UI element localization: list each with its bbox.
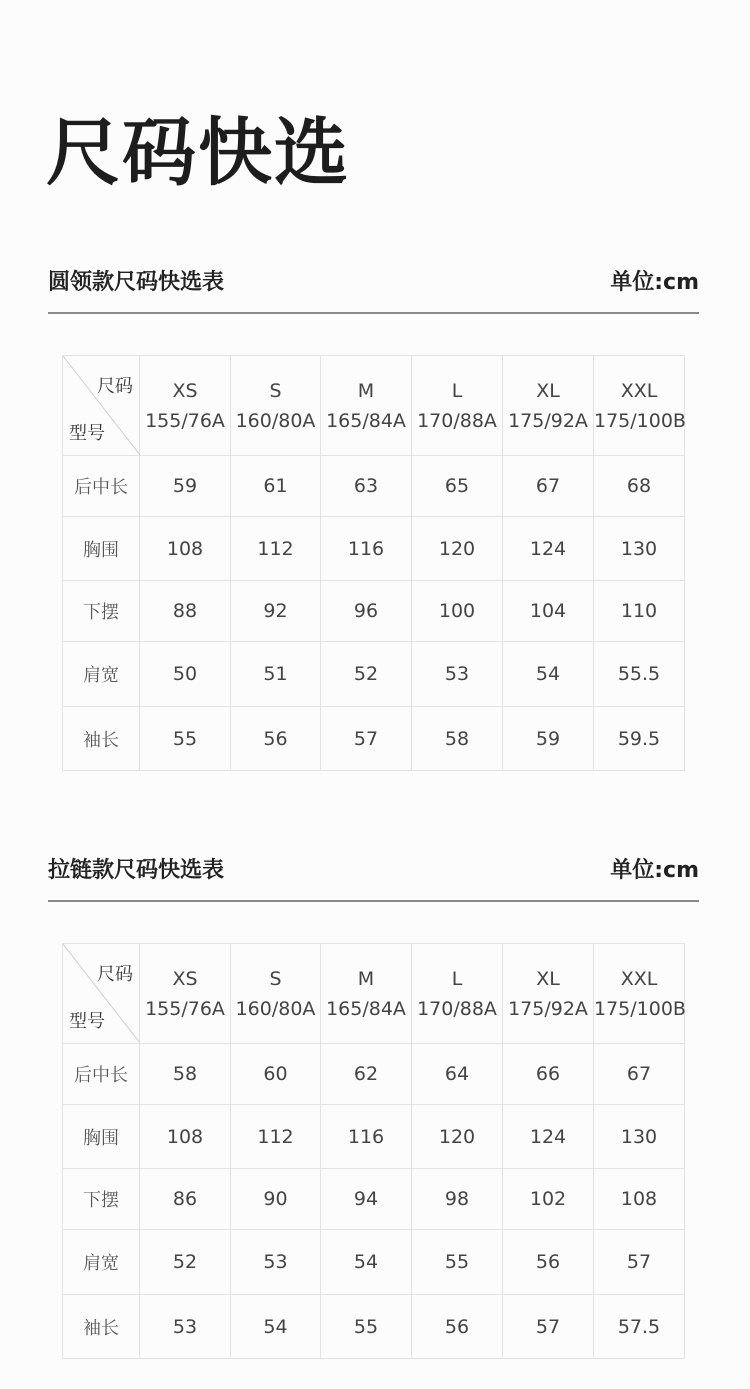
size-spec: 165/84A: [326, 409, 406, 432]
size-code: XS: [172, 967, 198, 990]
table-cell: 104: [503, 581, 594, 642]
row-label: 袖长: [63, 1295, 140, 1359]
size-code: L: [451, 379, 463, 402]
column-header: [503, 356, 594, 456]
size-code: S: [269, 967, 282, 990]
table-cell: 53: [412, 642, 503, 707]
row-label: 后中长: [63, 1044, 140, 1105]
table-cell: 124: [503, 517, 594, 581]
table-cell: 59: [503, 707, 594, 771]
table-cell: 53: [231, 1230, 321, 1295]
size-code: XXL: [620, 967, 658, 990]
table-cell: 124: [503, 1105, 594, 1169]
table-row: [63, 456, 685, 517]
table-cell: 57.5: [594, 1295, 685, 1359]
row-label: 下摆: [63, 581, 140, 642]
table-cell: 62: [321, 1044, 412, 1105]
column-header: [140, 356, 231, 456]
row-label: 胸围: [63, 517, 140, 581]
corner-size-label: 尺码: [97, 376, 133, 397]
row-label: 下摆: [63, 1169, 140, 1230]
table-cell: 100: [412, 581, 503, 642]
table-cell: 96: [321, 581, 412, 642]
corner-type-label: 型号: [69, 423, 105, 444]
table-cell: 58: [140, 1044, 231, 1105]
table-cell: 58: [412, 707, 503, 771]
table-cell: 64: [412, 1044, 503, 1105]
section-header: [48, 260, 699, 300]
size-spec: 170/88A: [417, 997, 497, 1020]
table-cell: 55: [321, 1295, 412, 1359]
column-header: [321, 944, 412, 1044]
table-cell: 65: [412, 456, 503, 517]
size-spec: 170/88A: [417, 409, 497, 432]
page-title: 尺码快选: [46, 110, 350, 196]
row-label: 后中长: [63, 456, 140, 517]
table-cell: 63: [321, 456, 412, 517]
column-header: [594, 944, 685, 1044]
table-cell: 56: [231, 707, 321, 771]
table-cell: 54: [503, 642, 594, 707]
size-spec: 175/100B: [594, 997, 686, 1020]
table-row: [63, 1169, 685, 1230]
size-code: M: [357, 967, 375, 990]
table-cell: 55.5: [594, 642, 685, 707]
size-table: [62, 943, 685, 1359]
size-code: L: [451, 967, 463, 990]
table-cell: 108: [594, 1169, 685, 1230]
size-code: XS: [172, 379, 198, 402]
table-row: [63, 517, 685, 581]
size-code: S: [269, 379, 282, 402]
column-header: [140, 944, 231, 1044]
column-header: [412, 356, 503, 456]
table-cell: 60: [231, 1044, 321, 1105]
table-cell: 112: [231, 517, 321, 581]
table-cell: 59.5: [594, 707, 685, 771]
table-cell: 86: [140, 1169, 231, 1230]
size-code: XL: [536, 379, 560, 402]
table-row: [63, 1295, 685, 1359]
row-label: 肩宽: [63, 1230, 140, 1295]
unit-label: 单位:cm: [610, 269, 699, 295]
table-cell: 130: [594, 517, 685, 581]
table-cell: 68: [594, 456, 685, 517]
table-cell: 108: [140, 1105, 231, 1169]
table-cell: 130: [594, 1105, 685, 1169]
size-table: [62, 355, 685, 771]
table-cell: 56: [503, 1230, 594, 1295]
table-cell: 56: [412, 1295, 503, 1359]
table-cell: 108: [140, 517, 231, 581]
table-cell: 52: [140, 1230, 231, 1295]
table-cell: 57: [321, 707, 412, 771]
row-label: 袖长: [63, 707, 140, 771]
table-row: [63, 707, 685, 771]
unit-label: 单位:cm: [610, 857, 699, 883]
size-spec: 160/80A: [235, 409, 316, 432]
table-cell: 110: [594, 581, 685, 642]
table-cell: 120: [412, 517, 503, 581]
column-header: [231, 944, 321, 1044]
table-cell: 98: [412, 1169, 503, 1230]
table-cell: 120: [412, 1105, 503, 1169]
table-cell: 116: [321, 517, 412, 581]
table-cell: 67: [503, 456, 594, 517]
table-corner-header: [63, 356, 140, 456]
table-cell: 66: [503, 1044, 594, 1105]
section-divider: [48, 900, 699, 902]
table-cell: 55: [412, 1230, 503, 1295]
column-header: [594, 356, 685, 456]
size-spec: 175/92A: [508, 997, 588, 1020]
column-header: [412, 944, 503, 1044]
section-title: 圆领款尺码快选表: [48, 269, 225, 295]
table-cell: 59: [140, 456, 231, 517]
table-cell: 57: [594, 1230, 685, 1295]
table-cell: 90: [231, 1169, 321, 1230]
table-cell: 112: [231, 1105, 321, 1169]
column-header: [321, 356, 412, 456]
table-row: [63, 581, 685, 642]
table-cell: 88: [140, 581, 231, 642]
table-cell: 57: [503, 1295, 594, 1359]
table-cell: 52: [321, 642, 412, 707]
table-cell: 94: [321, 1169, 412, 1230]
size-spec: 175/92A: [508, 409, 588, 432]
table-cell: 50: [140, 642, 231, 707]
corner-type-label: 型号: [69, 1011, 105, 1032]
table-cell: 51: [231, 642, 321, 707]
size-code: M: [357, 379, 375, 402]
size-spec: 160/80A: [235, 997, 316, 1020]
table-row: [63, 1230, 685, 1295]
table-cell: 54: [231, 1295, 321, 1359]
table-cell: 54: [321, 1230, 412, 1295]
table-cell: 53: [140, 1295, 231, 1359]
table-cell: 61: [231, 456, 321, 517]
table-row: [63, 1105, 685, 1169]
column-header: [503, 944, 594, 1044]
size-spec: 175/100B: [594, 409, 686, 432]
size-spec: 165/84A: [326, 997, 406, 1020]
size-spec: 155/76A: [145, 997, 225, 1020]
corner-size-label: 尺码: [97, 964, 133, 985]
section-title: 拉链款尺码快选表: [48, 857, 225, 883]
table-row: [63, 1044, 685, 1105]
size-code: XXL: [620, 379, 658, 402]
table-row: [63, 642, 685, 707]
table-cell: 55: [140, 707, 231, 771]
size-spec: 155/76A: [145, 409, 225, 432]
column-header: [231, 356, 321, 456]
row-label: 肩宽: [63, 642, 140, 707]
section-header: [48, 848, 699, 888]
table-corner-header: [63, 944, 140, 1044]
size-code: XL: [536, 967, 560, 990]
table-cell: 67: [594, 1044, 685, 1105]
section-divider: [48, 312, 699, 314]
table-cell: 116: [321, 1105, 412, 1169]
row-label: 胸围: [63, 1105, 140, 1169]
table-cell: 102: [503, 1169, 594, 1230]
table-cell: 92: [231, 581, 321, 642]
